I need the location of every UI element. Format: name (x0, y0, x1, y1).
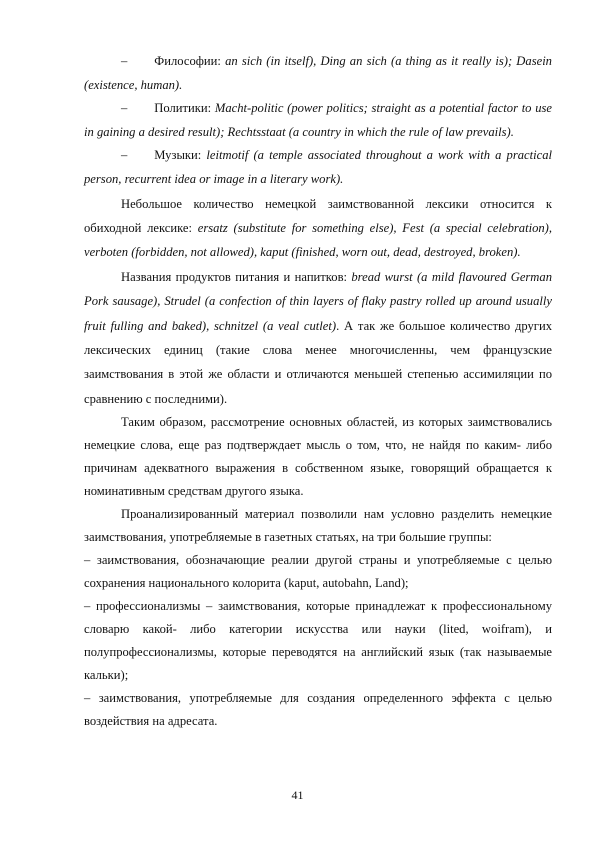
field-politics-paragraph (84, 97, 552, 144)
field-label: Философии: (154, 54, 226, 68)
groups-intro-paragraph: Проанализированный материал позволили нам условно разделить немецкие заимствования, употребляемые в газетных статьях, на три большие группы: (84, 507, 552, 545)
food-paragraph (84, 265, 552, 411)
group-item: – профессионализмы – заимствования, которые принадлежат к профессиональному словарю какой- либо категории искусства или науки (lited, woifram), и полупрофессионализмы, которые переводятся на английский язык (так называемые кальки); (84, 599, 552, 683)
field-example: leitmotif (a temple associated throughout a work with a practical person, recurrent idea or image in a literary work). (84, 148, 553, 186)
page-number: 41 (291, 788, 304, 802)
paragraph-text: Небольшое количество немецкой заимствованной лексики относится к обиходной лексике: (84, 196, 552, 235)
field-example: an sich (in itself), Ding an sich (a thing as it really is); Dasein (existence, human). (84, 54, 552, 92)
paragraph-examples: ersatz (substitute for something else), Fest (a special celebration), verboten (forbidden, not allowed), kaput (finished, worn out, dead, destroyed, broken). (84, 220, 553, 260)
paragraph-text-tail: . А так же большое количество других лексических единиц (такие слова менее многочисленны, чем французские заимствования в этой же области и отличаются меньшей степенью ассимиляции по сравнению с последними). (84, 318, 552, 406)
paragraph-text: Названия продуктов питания и напитков: (121, 269, 352, 284)
field-label: Музыки: (154, 148, 207, 163)
group-item: – заимствования, употребляемые для создания определенного эффекта с целью воздействия на адресата. (84, 691, 552, 729)
field-example: Macht-politic (power politics; straight as a potential factor to use in gaining a desired result); Rechtsstaat (a country in which the rule of law prevails). (84, 101, 552, 139)
list-dash: – (121, 54, 128, 68)
field-music-paragraph (84, 144, 552, 191)
document-page (84, 50, 552, 733)
conclusion-paragraph: Таким образом, рассмотрение основных областей, из которых заимствовались немецкие слова, еще раз подтверждает мысль о том, что, не найдя по каким- либо причинам адекватного выражения в собственном языке, говорящий обращается к номинативным средствам другого языка. (84, 415, 552, 499)
list-dash: – (121, 148, 128, 163)
field-label: Политики: (154, 101, 215, 116)
group-item: – заимствования, обозначающие реалии другой страны и употребляемые с целью сохранения национального колорита (kaput, autobahn, Land); (84, 553, 552, 591)
field-philosophy-paragraph (84, 50, 552, 97)
paragraph-examples: bread wurst (a mild flavoured German Pork sausage), Strudel (a confection of thin layers of flaky pastry rolled up around usually fruit fulling and baked), schnitzel (a veal cutlet) (84, 269, 552, 333)
list-dash: – (121, 101, 128, 116)
everyday-lexicon-paragraph (84, 192, 552, 265)
